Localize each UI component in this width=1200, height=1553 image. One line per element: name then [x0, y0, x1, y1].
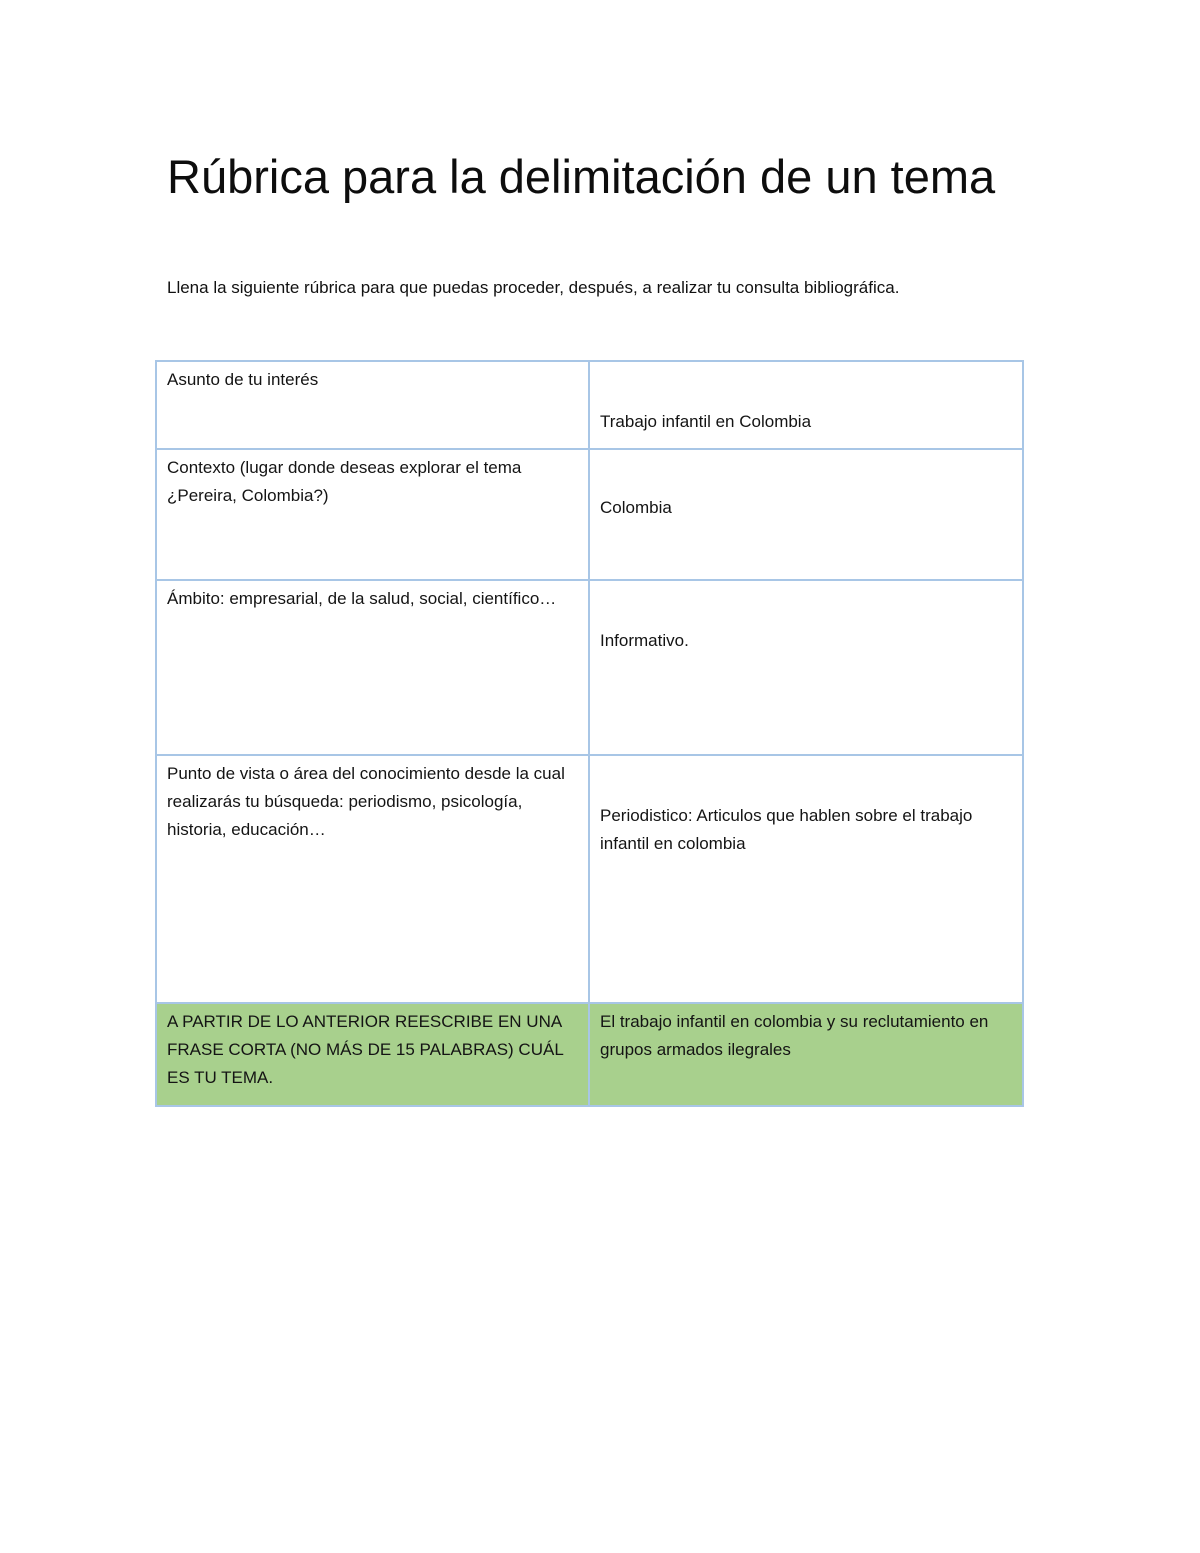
- table-row-topic-summary: [156, 1003, 1023, 1106]
- answer-text: Informativo.: [600, 631, 689, 650]
- table-row-context: [156, 449, 1023, 580]
- answer-cell[interactable]: [589, 361, 1023, 449]
- answer-cell[interactable]: [589, 449, 1023, 580]
- answer-cell[interactable]: [589, 1003, 1023, 1106]
- answer-text: El trabajo infantil en colombia y su reclutamiento en grupos armados ilegrales: [600, 1012, 989, 1059]
- prompt-text: Asunto de tu interés: [167, 370, 319, 389]
- answer-cell[interactable]: [589, 755, 1023, 1003]
- answer-text: Trabajo infantil en Colombia: [600, 412, 812, 431]
- prompt-text: Punto de vista o área del conocimiento desde la cual realizarás tu búsqueda: periodismo, psicología, historia, educación…: [167, 764, 565, 839]
- prompt-cell: [156, 580, 589, 755]
- answer-text: Colombia: [600, 498, 672, 517]
- prompt-text: Contexto (lugar donde deseas explorar el tema ¿Pereira, Colombia?): [167, 458, 522, 505]
- prompt-cell: [156, 1003, 589, 1106]
- prompt-cell: [156, 755, 589, 1003]
- prompt-text: Ámbito: empresarial, de la salud, social, científico…: [167, 589, 557, 608]
- prompt-cell: [156, 361, 589, 449]
- page-instructions: Llena la siguiente rúbrica para que puedas proceder, después, a realizar tu consulta bibliográfica.: [167, 278, 900, 297]
- rubric-table: [155, 360, 1024, 1107]
- table-row-scope: [156, 580, 1023, 755]
- prompt-text: A PARTIR DE LO ANTERIOR REESCRIBE EN UNA FRASE CORTA (NO MÁS DE 15 PALABRAS) CUÁL ES TU TEMA.: [167, 1012, 564, 1087]
- table-row-viewpoint: [156, 755, 1023, 1003]
- answer-text: Periodistico: Articulos que hablen sobre el trabajo infantil en colombia: [600, 806, 973, 853]
- page-title: Rúbrica para la delimitación de un tema: [167, 150, 996, 203]
- table-row-subject: [156, 361, 1023, 449]
- answer-cell[interactable]: [589, 580, 1023, 755]
- prompt-cell: [156, 449, 589, 580]
